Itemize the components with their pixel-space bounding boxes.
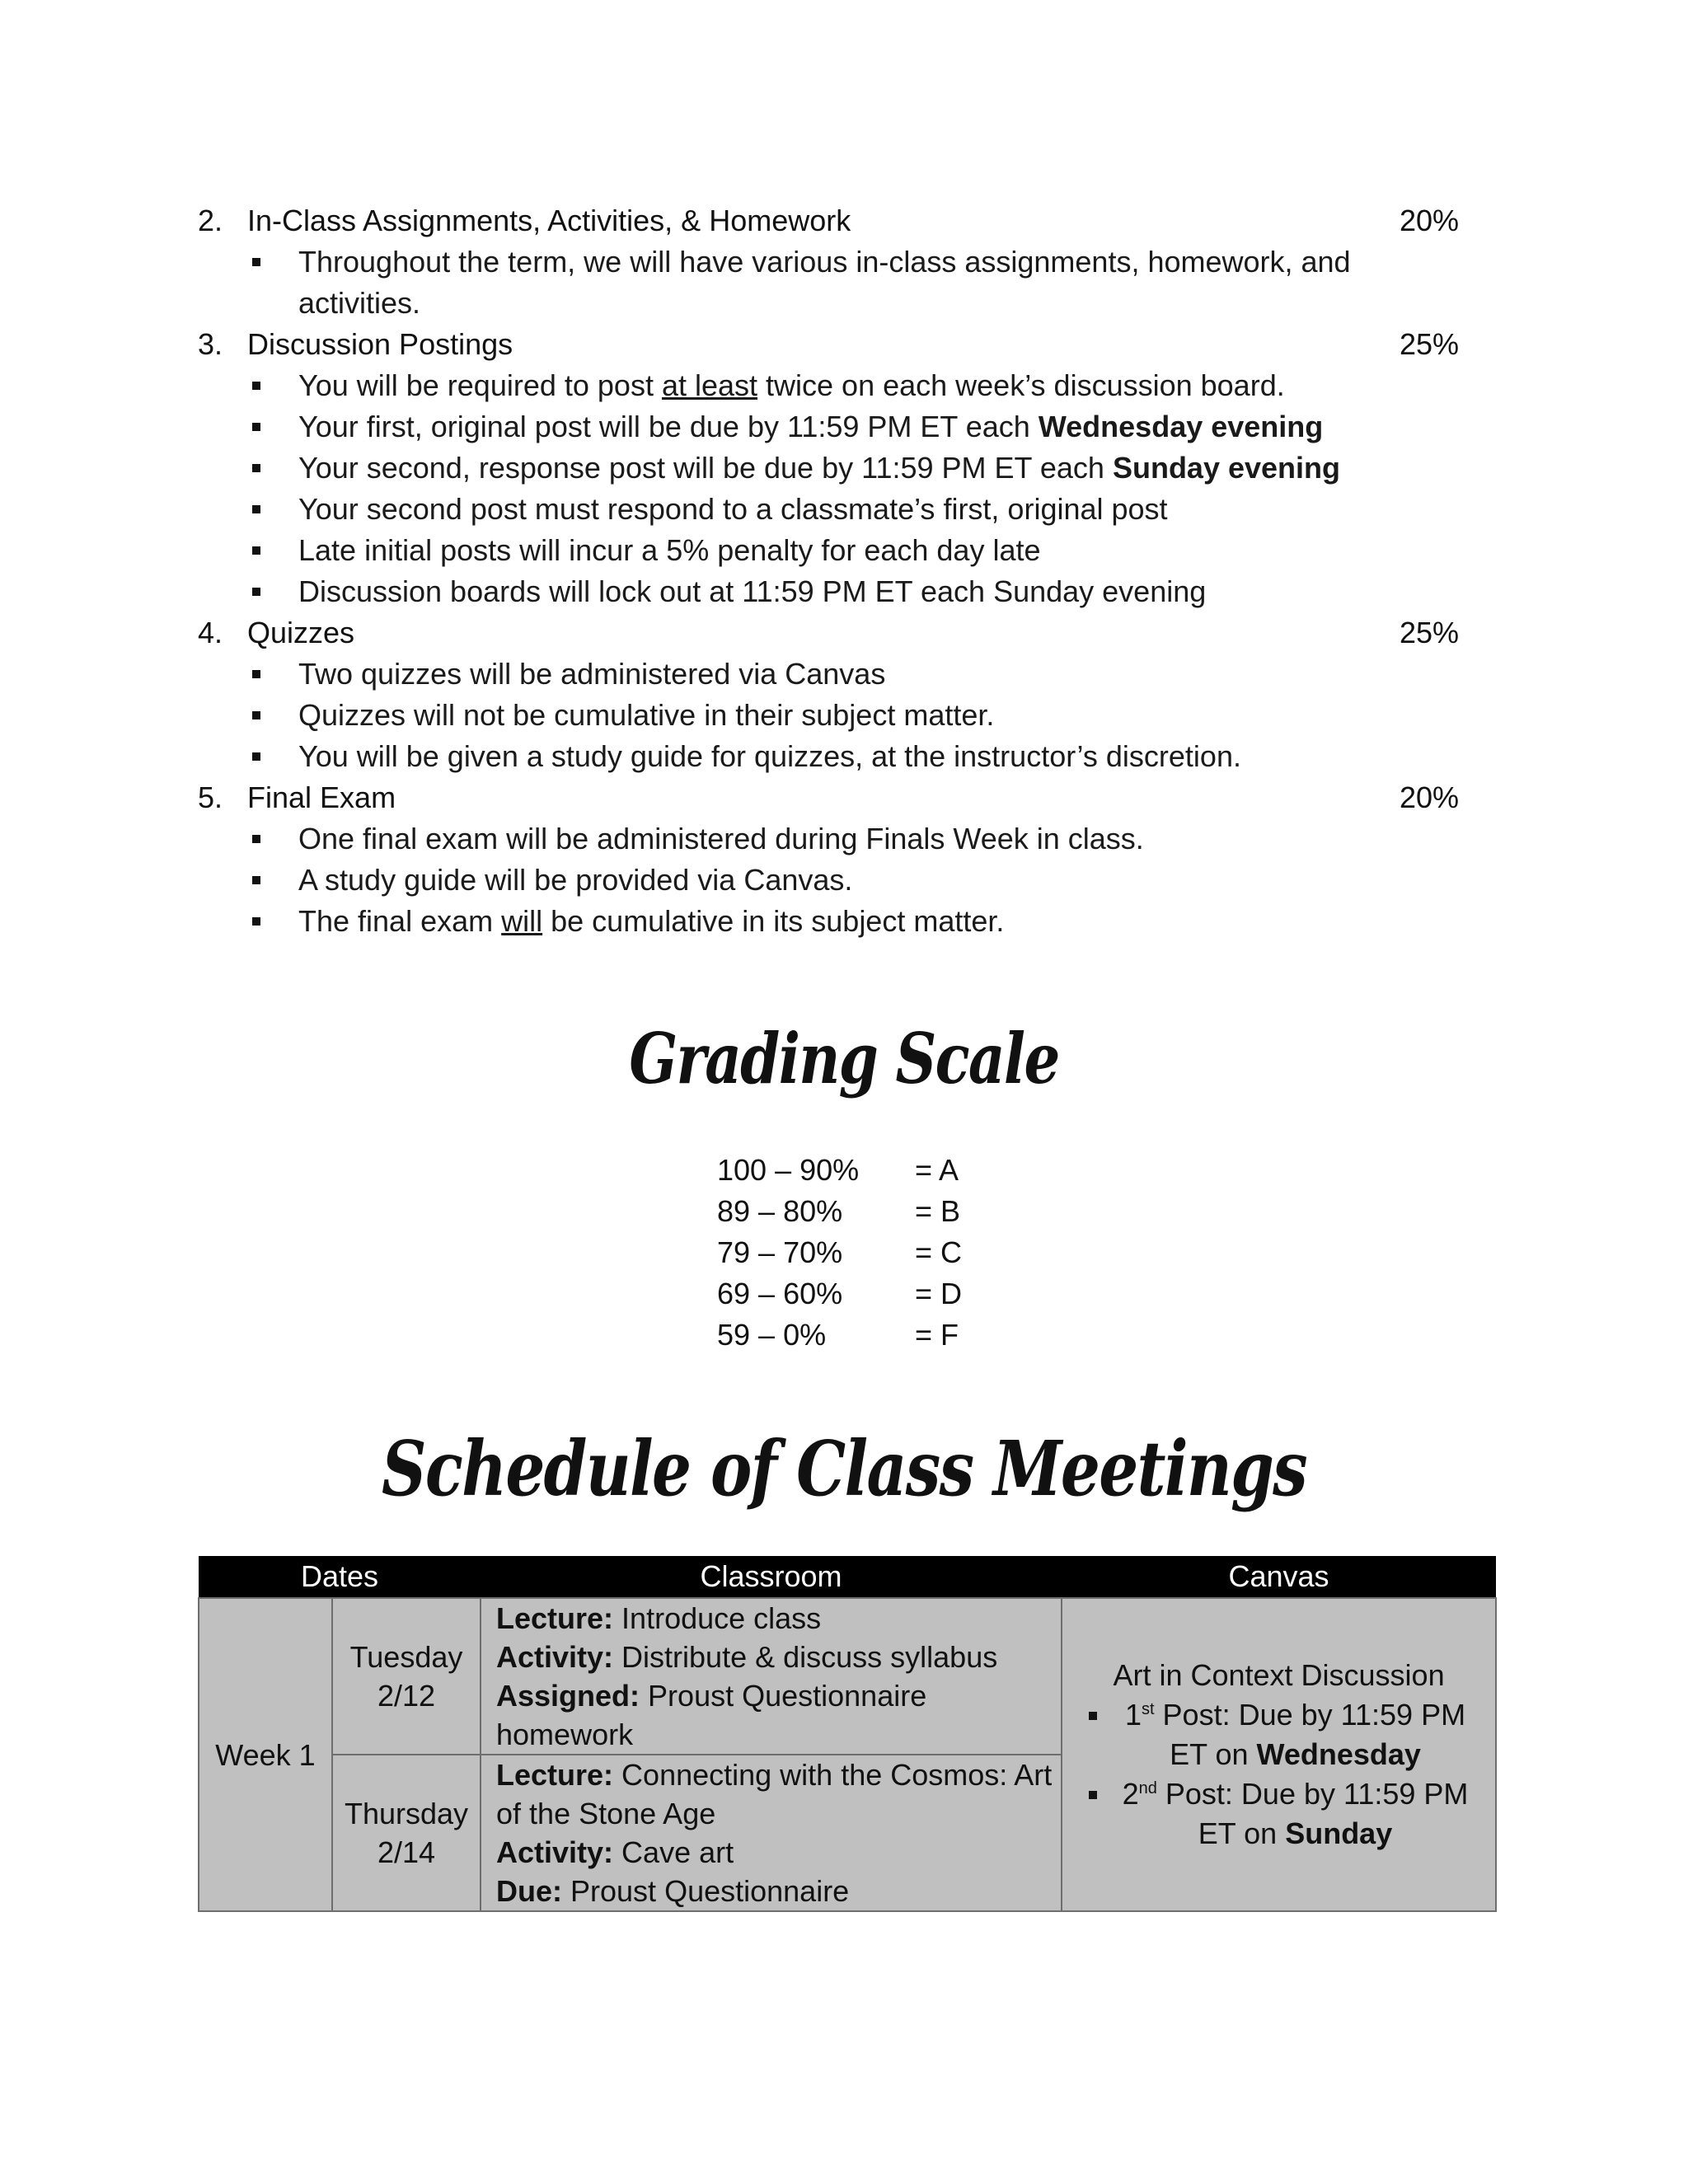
classroom-line: Lecture: Connecting with the Cosmos: Art of the Stone Age bbox=[496, 1758, 1053, 1830]
bullet-square-icon bbox=[252, 835, 260, 843]
component-number: 3. bbox=[198, 327, 223, 361]
bullet-square-icon bbox=[252, 423, 260, 431]
canvas-post-item: 2nd Post: Due by 11:59 PM ET on Sunday bbox=[1071, 1774, 1487, 1854]
scale-row bbox=[717, 1150, 989, 1191]
component-title: In-Class Assignments, Activities, & Homework bbox=[247, 204, 851, 237]
canvas-discussion bbox=[1062, 1656, 1495, 1854]
schedule-header-row bbox=[199, 1556, 1496, 1598]
component-weight: 20% bbox=[1399, 780, 1459, 814]
bullet-square-icon bbox=[1089, 1791, 1097, 1799]
component-in-class-assignments bbox=[198, 200, 1459, 324]
schedule-table bbox=[198, 1556, 1497, 1912]
session-day: Tuesday bbox=[349, 1640, 463, 1674]
bullet-item: Your second, response post will be due by 11:59 PM ET each Sunday evening bbox=[198, 448, 1459, 489]
bullet-item: Two quizzes will be administered via Canvas bbox=[198, 654, 1459, 695]
header-dates: Dates bbox=[199, 1556, 481, 1598]
canvas-discussion-title: Art in Context Discussion bbox=[1113, 1658, 1445, 1692]
classroom-line: Lecture: Introduce class bbox=[496, 1601, 822, 1635]
scale-grade: = B bbox=[915, 1194, 961, 1228]
component-header bbox=[198, 612, 1459, 654]
session-day: Thursday bbox=[344, 1797, 469, 1830]
bullet-item: Your second post must respond to a classmate’s first, original post bbox=[198, 489, 1459, 530]
bullet-item: Late initial posts will incur a 5% penalty for each day late bbox=[198, 530, 1459, 571]
bullet-square-icon bbox=[252, 464, 260, 472]
component-header bbox=[198, 777, 1459, 818]
bullet-square-icon bbox=[252, 876, 260, 884]
scale-grade: = C bbox=[915, 1235, 963, 1269]
component-number: 2. bbox=[198, 204, 223, 237]
bullet-item: A study guide will be provided via Canvas. bbox=[198, 860, 1459, 901]
underlined-text: will bbox=[501, 904, 543, 938]
canvas-cell bbox=[1062, 1598, 1496, 1911]
bullet-item: Quizzes will not be cumulative in their subject matter. bbox=[198, 695, 1459, 736]
canvas-post-list bbox=[1071, 1695, 1487, 1854]
session-date-cell bbox=[332, 1598, 481, 1755]
schedule-heading: Schedule of Class Meetings bbox=[381, 1424, 1307, 1513]
bold-text: Wednesday evening bbox=[1038, 410, 1324, 443]
scale-range: 100 – 90% bbox=[717, 1153, 860, 1187]
component-final-exam bbox=[198, 777, 1459, 942]
scale-grade: = F bbox=[915, 1318, 959, 1352]
bullet-square-icon bbox=[252, 382, 260, 390]
bullet-item: You will be given a study guide for quizzes, at the instructor’s discretion. bbox=[198, 736, 1459, 777]
scale-range: 89 – 80% bbox=[717, 1194, 843, 1228]
scale-grade: = A bbox=[915, 1153, 959, 1187]
bullet-item: One final exam will be administered during Finals Week in class. bbox=[198, 818, 1459, 860]
grading-components-list bbox=[198, 200, 1459, 942]
session-date: 2/12 bbox=[377, 1679, 436, 1713]
bullet-square-icon bbox=[252, 258, 260, 266]
component-bullets bbox=[198, 654, 1459, 777]
bullet-item: Throughout the term, we will have various in-class assignments, homework, and activities. bbox=[198, 241, 1459, 324]
bullet-item: Discussion boards will lock out at 11:59 PM ET each Sunday evening bbox=[198, 571, 1459, 612]
component-title: Final Exam bbox=[247, 780, 396, 814]
scale-row bbox=[717, 1273, 989, 1315]
week-cell: Week 1 bbox=[199, 1598, 332, 1911]
scale-range: 69 – 60% bbox=[717, 1277, 843, 1310]
schedule-row bbox=[199, 1598, 1496, 1755]
classroom-cell bbox=[481, 1755, 1062, 1911]
bullet-square-icon bbox=[252, 505, 260, 513]
bullet-square-icon bbox=[1089, 1712, 1097, 1720]
grading-scale-heading: Grading Scale bbox=[629, 1018, 1059, 1099]
component-weight: 20% bbox=[1399, 204, 1459, 237]
session-date: 2/14 bbox=[377, 1835, 436, 1869]
bullet-square-icon bbox=[252, 670, 260, 678]
scale-row bbox=[717, 1191, 989, 1232]
grading-scale-table bbox=[717, 1150, 989, 1356]
scale-range: 59 – 0% bbox=[717, 1318, 827, 1352]
component-header bbox=[198, 200, 1459, 241]
component-bullets bbox=[198, 241, 1459, 324]
bullet-item: The final exam will be cumulative in its subject matter. bbox=[198, 901, 1459, 942]
classroom-line: Due: Proust Questionnaire bbox=[496, 1874, 850, 1908]
header-canvas: Canvas bbox=[1062, 1556, 1496, 1598]
bullet-item: Your first, original post will be due by 11:59 PM ET each Wednesday evening bbox=[198, 406, 1459, 448]
bullet-square-icon bbox=[252, 752, 260, 761]
scale-range: 79 – 70% bbox=[717, 1235, 843, 1269]
scale-row bbox=[717, 1315, 989, 1356]
bold-text: Sunday evening bbox=[1112, 451, 1341, 485]
component-bullets bbox=[198, 365, 1459, 612]
component-quizzes bbox=[198, 612, 1459, 777]
component-title: Discussion Postings bbox=[247, 327, 513, 361]
component-weight: 25% bbox=[1399, 616, 1459, 649]
session-date-cell bbox=[332, 1755, 481, 1911]
bullet-square-icon bbox=[252, 588, 260, 596]
canvas-post-item: 1st Post: Due by 11:59 PM ET on Wednesday bbox=[1071, 1695, 1487, 1774]
component-number: 4. bbox=[198, 616, 223, 649]
component-header bbox=[198, 324, 1459, 365]
bullet-square-icon bbox=[252, 917, 260, 926]
scale-row bbox=[717, 1232, 989, 1273]
classroom-line: Assigned: Proust Questionnaire homework bbox=[496, 1679, 927, 1751]
classroom-line: Activity: Distribute & discuss syllabus bbox=[496, 1640, 998, 1674]
bullet-square-icon bbox=[252, 711, 260, 719]
component-discussion-postings bbox=[198, 324, 1459, 612]
classroom-line: Activity: Cave art bbox=[496, 1835, 734, 1869]
component-weight: 25% bbox=[1399, 327, 1459, 361]
component-bullets bbox=[198, 818, 1459, 942]
component-title: Quizzes bbox=[247, 616, 355, 649]
component-number: 5. bbox=[198, 780, 223, 814]
bullet-square-icon bbox=[252, 546, 260, 555]
scale-grade: = D bbox=[915, 1277, 963, 1310]
classroom-cell bbox=[481, 1598, 1062, 1755]
header-classroom: Classroom bbox=[481, 1556, 1062, 1598]
bullet-item: You will be required to post at least twice on each week’s discussion board. bbox=[198, 365, 1459, 406]
underlined-text: at least bbox=[661, 368, 758, 402]
